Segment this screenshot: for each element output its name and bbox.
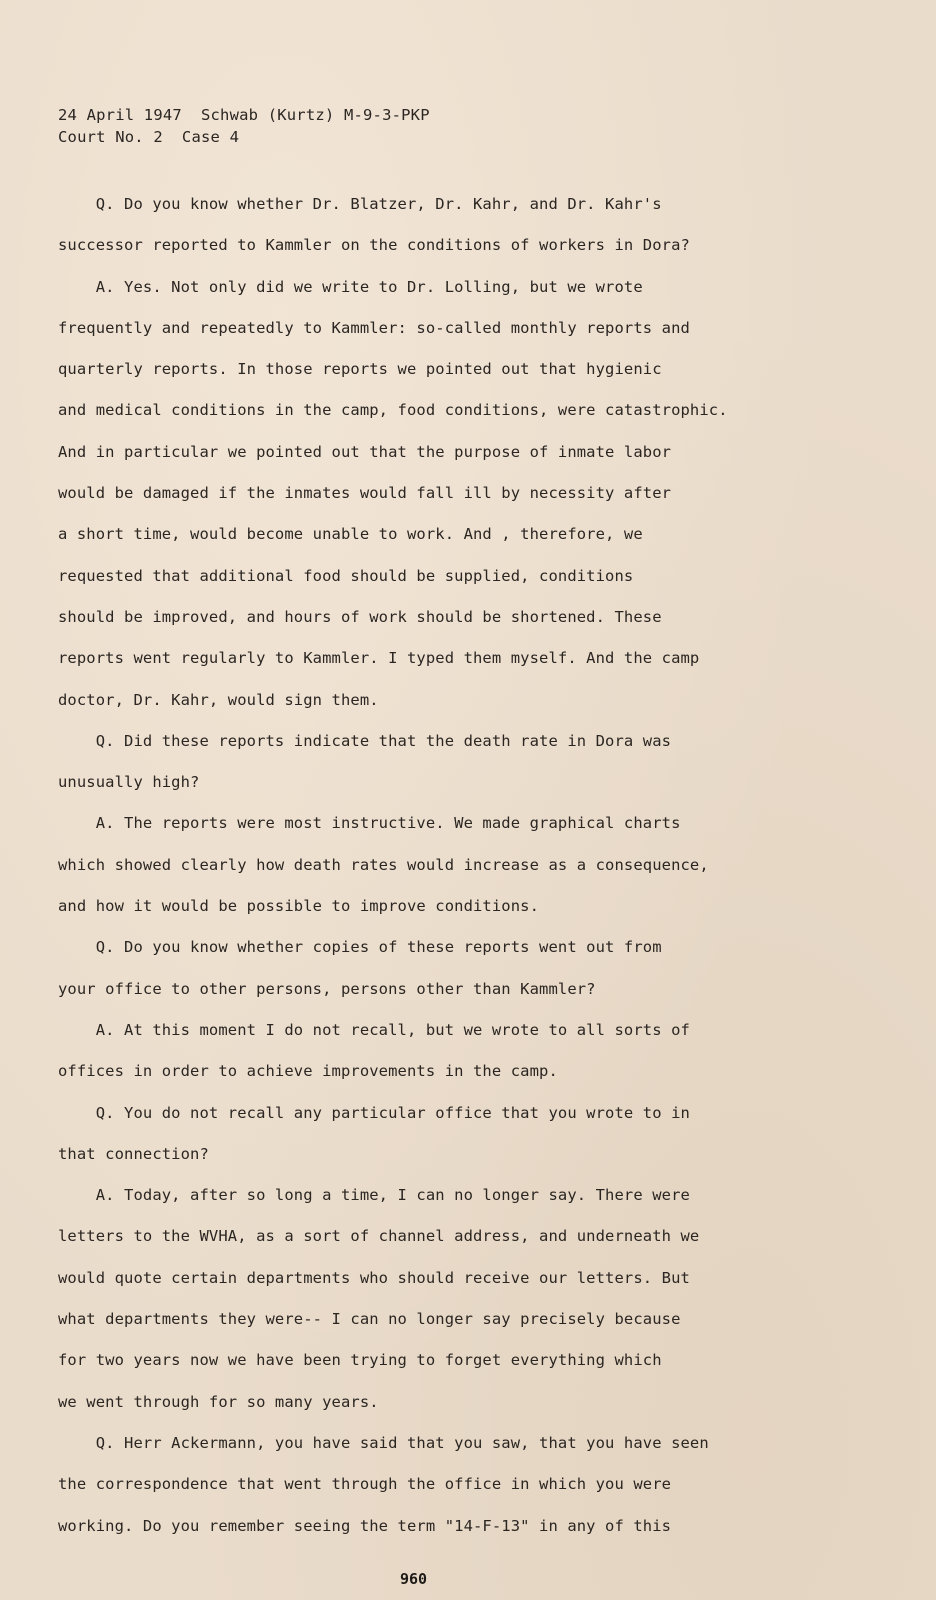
transcript-line: A. Yes. Not only did we write to Dr. Lolling, but we wrote — [58, 277, 643, 296]
transcript-line: And in particular we pointed out that the purpose of inmate labor — [58, 442, 672, 461]
transcript-line: the correspondence that went through the office in which you were — [58, 1475, 672, 1494]
transcript-line: Q. You do not recall any particular office that you wrote to in — [58, 1103, 690, 1122]
transcript-line: and medical conditions in the camp, food conditions, were catastrophic. — [58, 401, 728, 420]
header-date-line: 24 April 1947 Schwab (Kurtz) M-9-3-PKP — [58, 106, 430, 124]
transcript-line: working. Do you remember seeing the term "14-F-13" in any of this — [58, 1516, 672, 1535]
transcript-line: A. The reports were most instructive. We made graphical charts — [58, 814, 681, 833]
page-number: 960 — [400, 1570, 428, 1588]
transcript-line: Q. Herr Ackermann, you have said that you saw, that you have seen — [58, 1433, 709, 1452]
transcript-line: offices in order to achieve improvements in the camp. — [58, 1062, 558, 1081]
transcript-line: we went through for so many years. — [58, 1392, 379, 1411]
transcript-line: and how it would be possible to improve conditions. — [58, 897, 540, 916]
document-header — [58, 104, 430, 148]
transcript-line: would be damaged if the inmates would fall ill by necessity after — [58, 484, 672, 503]
transcript-line: Q. Do you know whether copies of these reports went out from — [58, 938, 662, 957]
transcript-line: Q. Do you know whether Dr. Blatzer, Dr. Kahr, and Dr. Kahr's — [58, 195, 662, 213]
transcript-body — [58, 184, 798, 1547]
transcript-line: frequently and repeatedly to Kammler: so-called monthly reports and — [58, 318, 690, 337]
transcript-line: what departments they were-- I can no longer say precisely because — [58, 1310, 681, 1329]
transcript-line: successor reported to Kammler on the conditions of workers in Dora? — [58, 236, 690, 255]
transcript-line: A. At this moment I do not recall, but we wrote to all sorts of — [58, 1020, 690, 1039]
transcript-line: requested that additional food should be supplied, conditions — [58, 566, 634, 585]
transcript-line: letters to the WVHA, as a sort of channel address, and underneath we — [58, 1227, 700, 1246]
transcript-line: which showed clearly how death rates would increase as a consequence, — [58, 855, 709, 874]
transcript-line: would quote certain departments who should receive our letters. But — [58, 1268, 690, 1287]
transcript-line: Q. Did these reports indicate that the death rate in Dora was — [58, 731, 672, 750]
transcript-line: unusually high? — [58, 773, 200, 792]
transcript-line: your office to other persons, persons other than Kammler? — [58, 979, 596, 998]
transcript-line: should be improved, and hours of work should be shortened. These — [58, 607, 662, 626]
transcript-line: doctor, Dr. Kahr, would sign them. — [58, 690, 379, 709]
transcript-line: for two years now we have been trying to forget everything which — [58, 1351, 662, 1370]
transcript-line: that connection? — [58, 1144, 209, 1163]
header-court-line: Court No. 2 Case 4 — [58, 128, 240, 146]
transcript-line: A. Today, after so long a time, I can no longer say. There were — [58, 1186, 690, 1205]
transcript-line: a short time, would become unable to work. And , therefore, we — [58, 525, 643, 544]
transcript-line: reports went regularly to Kammler. I typed them myself. And the camp — [58, 649, 700, 668]
transcript-line: quarterly reports. In those reports we pointed out that hygienic — [58, 360, 662, 379]
